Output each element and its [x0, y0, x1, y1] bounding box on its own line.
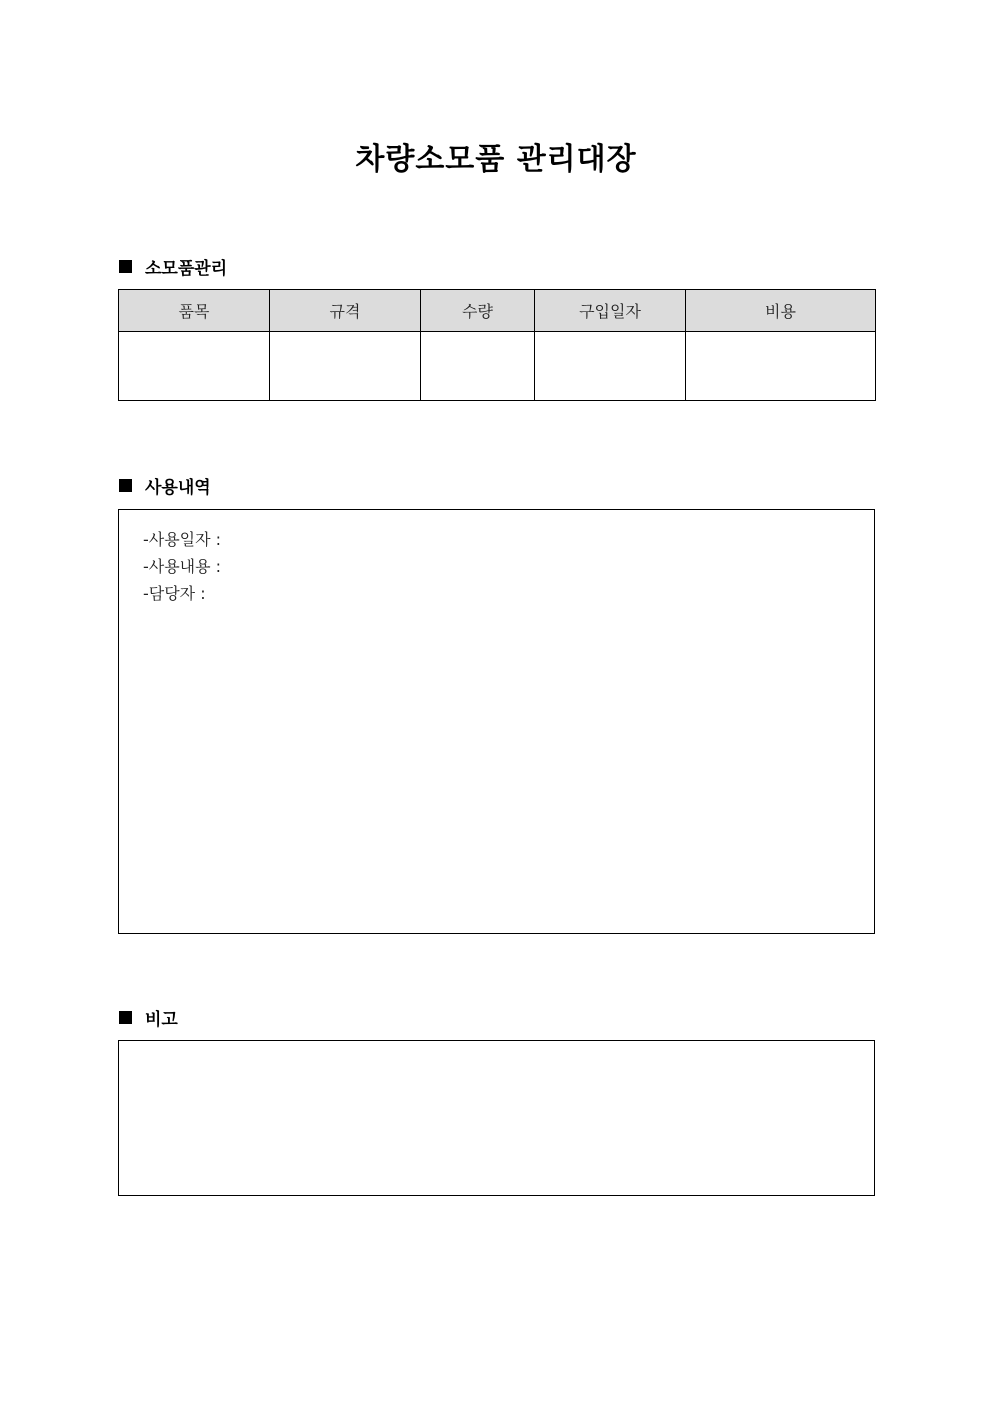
column-header-cost: 비용	[686, 290, 876, 332]
cell-cost[interactable]	[686, 332, 876, 401]
column-header-spec: 규격	[270, 290, 421, 332]
cell-item[interactable]	[119, 332, 270, 401]
cell-quantity[interactable]	[421, 332, 535, 401]
cell-spec[interactable]	[270, 332, 421, 401]
table-header-row	[119, 290, 876, 332]
black-square-icon	[119, 479, 132, 492]
section-heading-remarks	[119, 1005, 178, 1030]
cell-purchase-date[interactable]	[535, 332, 686, 401]
section-heading-label: 비고	[145, 1010, 178, 1030]
document-title: 차량소모품 관리대장	[355, 142, 637, 177]
usage-date-line: -사용일자 :	[143, 530, 222, 549]
column-header-quantity: 수량	[421, 290, 535, 332]
column-header-item: 품목	[119, 290, 270, 332]
usage-box[interactable]	[118, 509, 875, 934]
supplies-table	[118, 289, 876, 401]
section-heading-label: 소모품관리	[145, 259, 228, 279]
section-heading-label: 사용내역	[145, 478, 211, 498]
section-heading-supplies	[119, 254, 227, 279]
remarks-box[interactable]	[118, 1040, 875, 1196]
section-heading-usage	[119, 473, 211, 498]
black-square-icon	[119, 1011, 132, 1024]
black-square-icon	[119, 260, 132, 273]
usage-content-line: -사용내용 :	[143, 557, 222, 576]
column-header-purchase-date: 구입일자	[535, 290, 686, 332]
usage-manager-line: -담당자 :	[143, 584, 206, 603]
table-row	[119, 332, 876, 401]
